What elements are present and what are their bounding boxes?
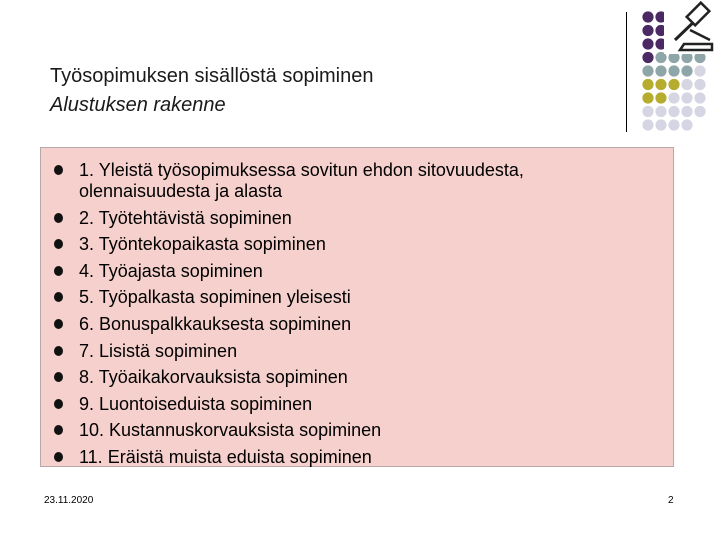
list-item bbox=[49, 447, 649, 468]
decorative-dot bbox=[694, 79, 705, 90]
decorative-dot bbox=[655, 79, 666, 90]
bullet-icon bbox=[54, 213, 63, 223]
bullet-icon bbox=[54, 372, 63, 382]
list-item-text: 11. Eräistä muista eduista sopiminen bbox=[79, 446, 372, 467]
topic-list bbox=[49, 160, 649, 474]
list-item-text: 3. Työntekopaikasta sopiminen bbox=[79, 234, 326, 255]
decorative-dot bbox=[655, 119, 666, 130]
list-item-text: 4. Työajasta sopiminen bbox=[79, 260, 263, 281]
list-item-text: 5. Työpalkasta sopiminen yleisesti bbox=[79, 287, 351, 308]
decorative-dot bbox=[655, 65, 666, 76]
slide-title bbox=[50, 62, 374, 120]
decorative-dot bbox=[642, 119, 653, 130]
list-item bbox=[49, 367, 649, 388]
bullet-icon bbox=[54, 292, 63, 302]
decorative-dot bbox=[642, 52, 653, 63]
list-item bbox=[49, 314, 649, 335]
decorative-dot bbox=[642, 65, 653, 76]
list-item bbox=[49, 394, 649, 415]
list-item-text: 10. Kustannuskorvauksista sopiminen bbox=[79, 420, 382, 441]
content-panel bbox=[40, 147, 674, 467]
decorative-dot bbox=[668, 106, 679, 117]
list-item-text: 1. Yleistä työsopimuksessa sovitun ehdon sitovuudesta, olennaisuudesta ja alasta bbox=[79, 160, 524, 201]
list-item-text: 6. Bonuspalkkauksesta sopiminen bbox=[79, 313, 352, 334]
footer-date: 23.11.2020 bbox=[44, 495, 94, 506]
decorative-dot bbox=[655, 106, 666, 117]
decorative-dot bbox=[668, 92, 679, 103]
title-line-2: Alustuksen rakenne bbox=[50, 94, 226, 116]
decorative-dot bbox=[694, 92, 705, 103]
gavel-icon bbox=[664, 3, 716, 54]
decorative-dot bbox=[642, 38, 653, 49]
bullet-icon bbox=[54, 399, 63, 409]
list-item-text: 2. Työtehtävistä sopiminen bbox=[79, 207, 292, 228]
dot-grid-graphic bbox=[630, 0, 720, 140]
decorative-dot bbox=[668, 65, 679, 76]
decorative-dot bbox=[681, 119, 692, 130]
list-item bbox=[49, 341, 649, 362]
list-item bbox=[49, 420, 649, 441]
list-item-text: 9. Luontoiseduista sopiminen bbox=[79, 393, 313, 414]
list-item-text: 7. Lisistä sopiminen bbox=[79, 340, 238, 361]
list-item-text: 8. Työaikakorvauksista sopiminen bbox=[79, 367, 348, 388]
title-line-1: Työsopimuksen sisällöstä sopiminen bbox=[50, 65, 374, 87]
bullet-icon bbox=[54, 425, 63, 435]
bullet-icon bbox=[54, 346, 63, 356]
decorative-dot bbox=[668, 119, 679, 130]
list-item bbox=[49, 287, 649, 308]
bullet-icon bbox=[54, 165, 63, 175]
vertical-divider bbox=[626, 12, 627, 132]
bullet-icon bbox=[54, 266, 63, 276]
decorative-dot bbox=[642, 79, 653, 90]
decorative-dot bbox=[642, 25, 653, 36]
decorative-dot bbox=[681, 106, 692, 117]
page-number: 2 bbox=[668, 495, 674, 506]
list-item bbox=[49, 160, 649, 202]
bullet-icon bbox=[54, 239, 63, 249]
decorative-dot bbox=[668, 79, 679, 90]
decorative-dot-grid bbox=[630, 0, 720, 140]
decorative-dot bbox=[655, 92, 666, 103]
list-item bbox=[49, 234, 649, 255]
list-item bbox=[49, 261, 649, 282]
decorative-dot bbox=[681, 79, 692, 90]
decorative-dot bbox=[694, 106, 705, 117]
decorative-dot bbox=[694, 65, 705, 76]
bullet-icon bbox=[54, 319, 63, 329]
decorative-dot bbox=[642, 11, 653, 22]
decorative-dot bbox=[681, 65, 692, 76]
list-item bbox=[49, 208, 649, 229]
decorative-dot bbox=[681, 92, 692, 103]
decorative-dot bbox=[642, 92, 653, 103]
decorative-dot bbox=[642, 106, 653, 117]
bullet-icon bbox=[54, 452, 63, 462]
